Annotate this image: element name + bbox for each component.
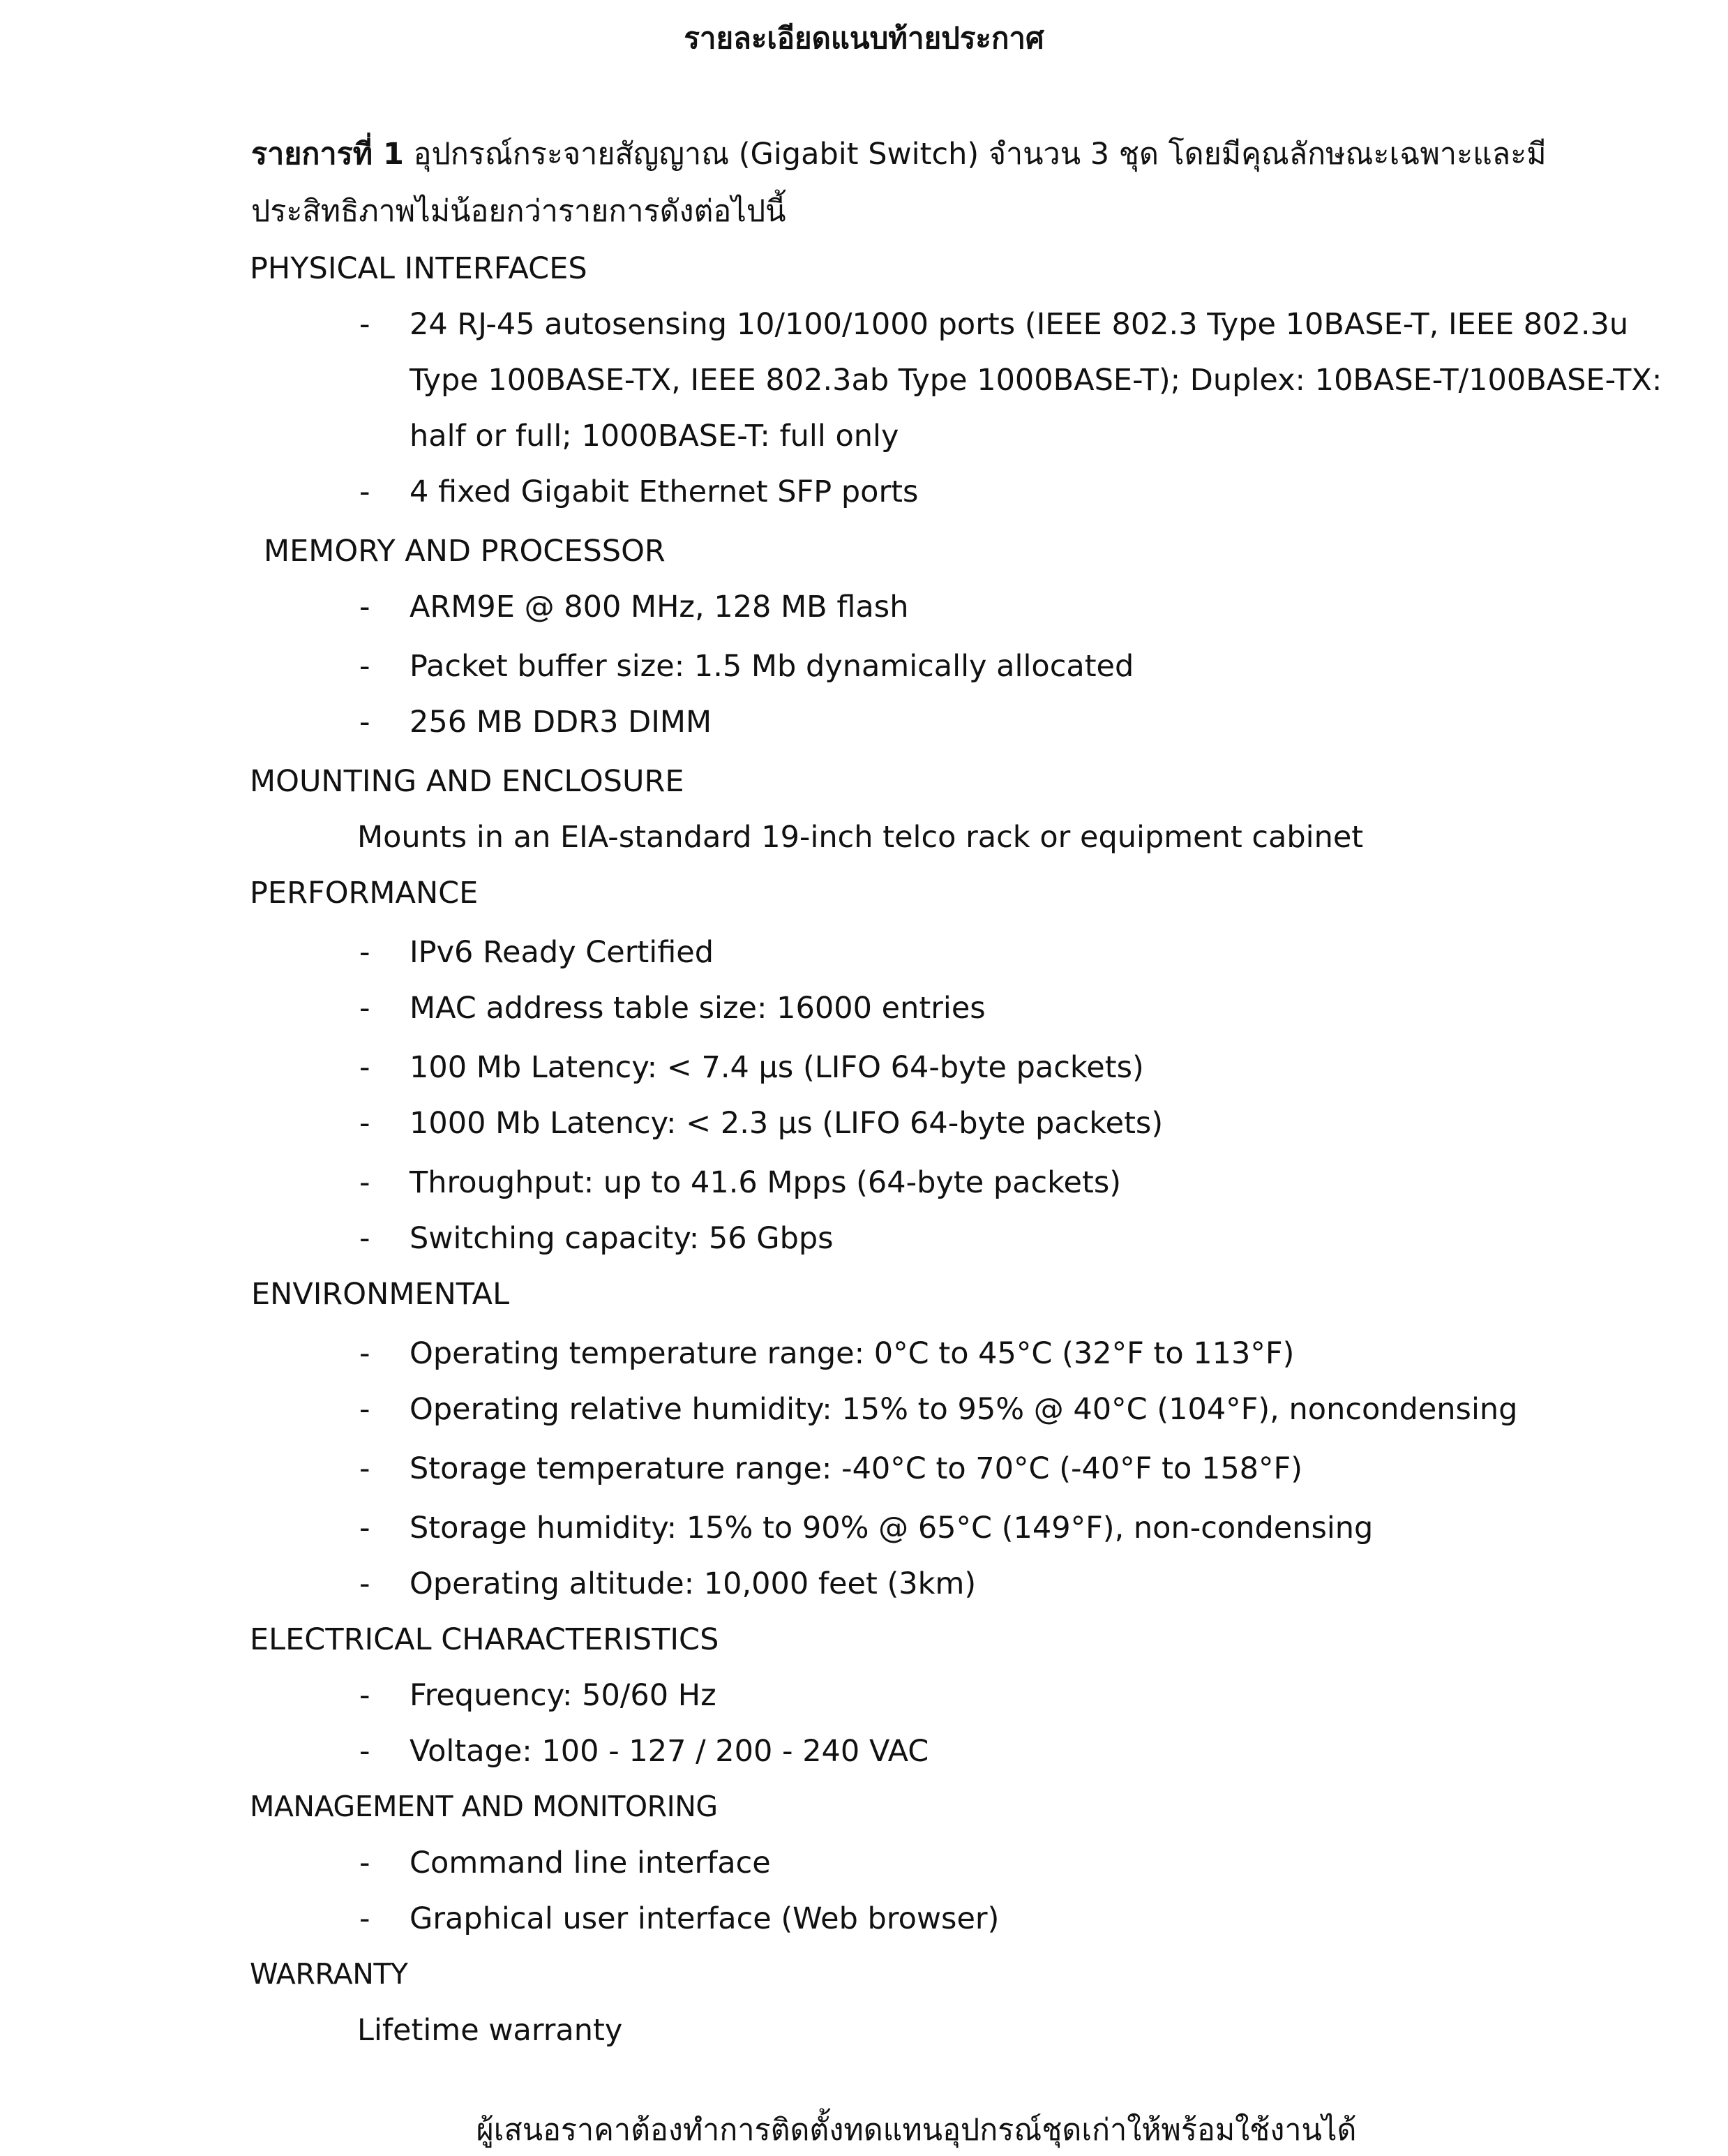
- section-text: Mounts in an EIA-standard 19-inch telco rack or equipment cabinet: [357, 820, 1364, 855]
- bullet-dash: -: [359, 307, 370, 342]
- footer-note: ผู้เสนอราคาต้องทำการติดตั้งทดแทนอุปกรณ์ชุดเก่าให้พร้อมใช้งานได้: [476, 2113, 1357, 2148]
- list-item-text: Operating altitude: 10,000 feet (3km): [410, 1566, 977, 1601]
- section-heading-management: MANAGEMENT AND MONITORING: [250, 1790, 718, 1823]
- list-item-text: 4 fixed Gigabit Ethernet SFP ports: [410, 474, 919, 509]
- bullet-dash: -: [359, 590, 370, 624]
- bullet-dash: -: [359, 1050, 370, 1085]
- bullet-dash: -: [359, 1901, 370, 1936]
- list-item: [359, 649, 1134, 684]
- list-item-text: 256 MB DDR3 DIMM: [410, 705, 712, 740]
- list-item: [359, 1336, 1294, 1371]
- list-item: [359, 1901, 999, 1936]
- list-item-continuation: Type 100BASE-TX, IEEE 802.3ab Type 1000BASE-T); Duplex: 10BASE-T/100BASE-TX:: [410, 363, 1662, 398]
- bullet-dash: -: [359, 1165, 370, 1200]
- bullet-dash: -: [359, 1846, 370, 1880]
- list-item-text: ARM9E @ 800 MHz, 128 MB flash: [410, 590, 909, 624]
- bullet-dash: -: [359, 1106, 370, 1141]
- section-heading-electrical: ELECTRICAL CHARACTERISTICS: [250, 1622, 719, 1657]
- bullet-dash: -: [359, 1734, 370, 1769]
- list-item: [359, 1392, 1517, 1427]
- bullet-dash: -: [359, 1221, 370, 1256]
- list-item: [359, 1050, 1144, 1085]
- list-item: [359, 1221, 834, 1256]
- bullet-dash: -: [359, 649, 370, 684]
- bullet-dash: -: [359, 1678, 370, 1713]
- list-item-text: Storage humidity: 15% to 90% @ 65°C (149°F), non-condensing: [410, 1511, 1374, 1545]
- list-item: [359, 307, 1628, 342]
- section-text: Lifetime warranty: [357, 2013, 623, 2048]
- list-item: [359, 705, 712, 740]
- item-label: รายการที่ 1: [251, 137, 404, 172]
- list-item: [359, 935, 714, 970]
- bullet-dash: -: [359, 1511, 370, 1545]
- list-item: [359, 590, 908, 624]
- list-item-text: 1000 Mb Latency: < 2.3 μs (LIFO 64-byte packets): [410, 1106, 1164, 1141]
- list-item: [359, 1511, 1373, 1545]
- list-item: [359, 1846, 771, 1880]
- section-heading-environmental: ENVIRONMENTAL: [251, 1277, 510, 1312]
- intro-paragraph: [251, 126, 1618, 240]
- list-item: [359, 1106, 1163, 1141]
- list-item-text: Operating relative humidity: 15% to 95% @ 40°C (104°F), noncondensing: [410, 1392, 1518, 1427]
- list-item: [359, 991, 986, 1026]
- bullet-dash: -: [359, 1451, 370, 1486]
- list-item-text: 24 RJ-45 autosensing 10/100/1000 ports (IEEE 802.3 Type 10BASE-T, IEEE 802.3u: [410, 307, 1629, 342]
- list-item-text: Throughput: up to 41.6 Mpps (64-byte packets): [410, 1165, 1122, 1200]
- bullet-dash: -: [359, 1336, 370, 1371]
- list-item: [359, 1451, 1302, 1486]
- document-title: รายละเอียดแนบท้ายประกาศ: [684, 21, 1044, 55]
- list-item-text: Command line interface: [410, 1846, 771, 1880]
- section-heading-physical: PHYSICAL INTERFACES: [250, 251, 587, 286]
- section-heading-memory: MEMORY AND PROCESSOR: [264, 534, 666, 569]
- list-item: [359, 1165, 1121, 1200]
- bullet-dash: -: [359, 474, 370, 509]
- list-item-text: Packet buffer size: 1.5 Mb dynamically allocated: [410, 649, 1134, 684]
- section-heading-warranty: WARRANTY: [250, 1957, 408, 1991]
- section-heading-mounting: MOUNTING AND ENCLOSURE: [250, 764, 684, 799]
- bullet-dash: -: [359, 1392, 370, 1427]
- list-item: [359, 1678, 716, 1713]
- list-item-text: IPv6 Ready Certified: [410, 935, 714, 970]
- list-item-text: Switching capacity: 56 Gbps: [410, 1221, 834, 1256]
- list-item: [359, 1734, 929, 1769]
- section-heading-performance: PERFORMANCE: [250, 876, 479, 911]
- list-item-text: Graphical user interface (Web browser): [410, 1901, 1000, 1936]
- list-item-continuation: half or full; 1000BASE-T: full only: [410, 419, 899, 454]
- list-item-text: Storage temperature range: -40°C to 70°C (-40°F to 158°F): [410, 1451, 1303, 1486]
- list-item-text: 100 Mb Latency: < 7.4 μs (LIFO 64-byte packets): [410, 1050, 1144, 1085]
- list-item-text: Voltage: 100 - 127 / 200 - 240 VAC: [410, 1734, 929, 1769]
- bullet-dash: -: [359, 935, 370, 970]
- list-item-text: Operating temperature range: 0°C to 45°C (32°F to 113°F): [410, 1336, 1295, 1371]
- list-item: [359, 474, 918, 509]
- list-item: [359, 1566, 976, 1601]
- bullet-dash: -: [359, 705, 370, 740]
- bullet-dash: -: [359, 1566, 370, 1601]
- bullet-dash: -: [359, 991, 370, 1026]
- list-item-text: MAC address table size: 16000 entries: [410, 991, 986, 1026]
- intro-text: อุปกรณ์กระจายสัญญาณ (Gigabit Switch) จำนวน 3 ชุด โดยมีคุณลักษณะเฉพาะและมีประสิทธิภาพไม่น้อยกว่ารายการดังต่อไปนี้: [251, 137, 1547, 229]
- list-item-text: Frequency: 50/60 Hz: [410, 1678, 716, 1713]
